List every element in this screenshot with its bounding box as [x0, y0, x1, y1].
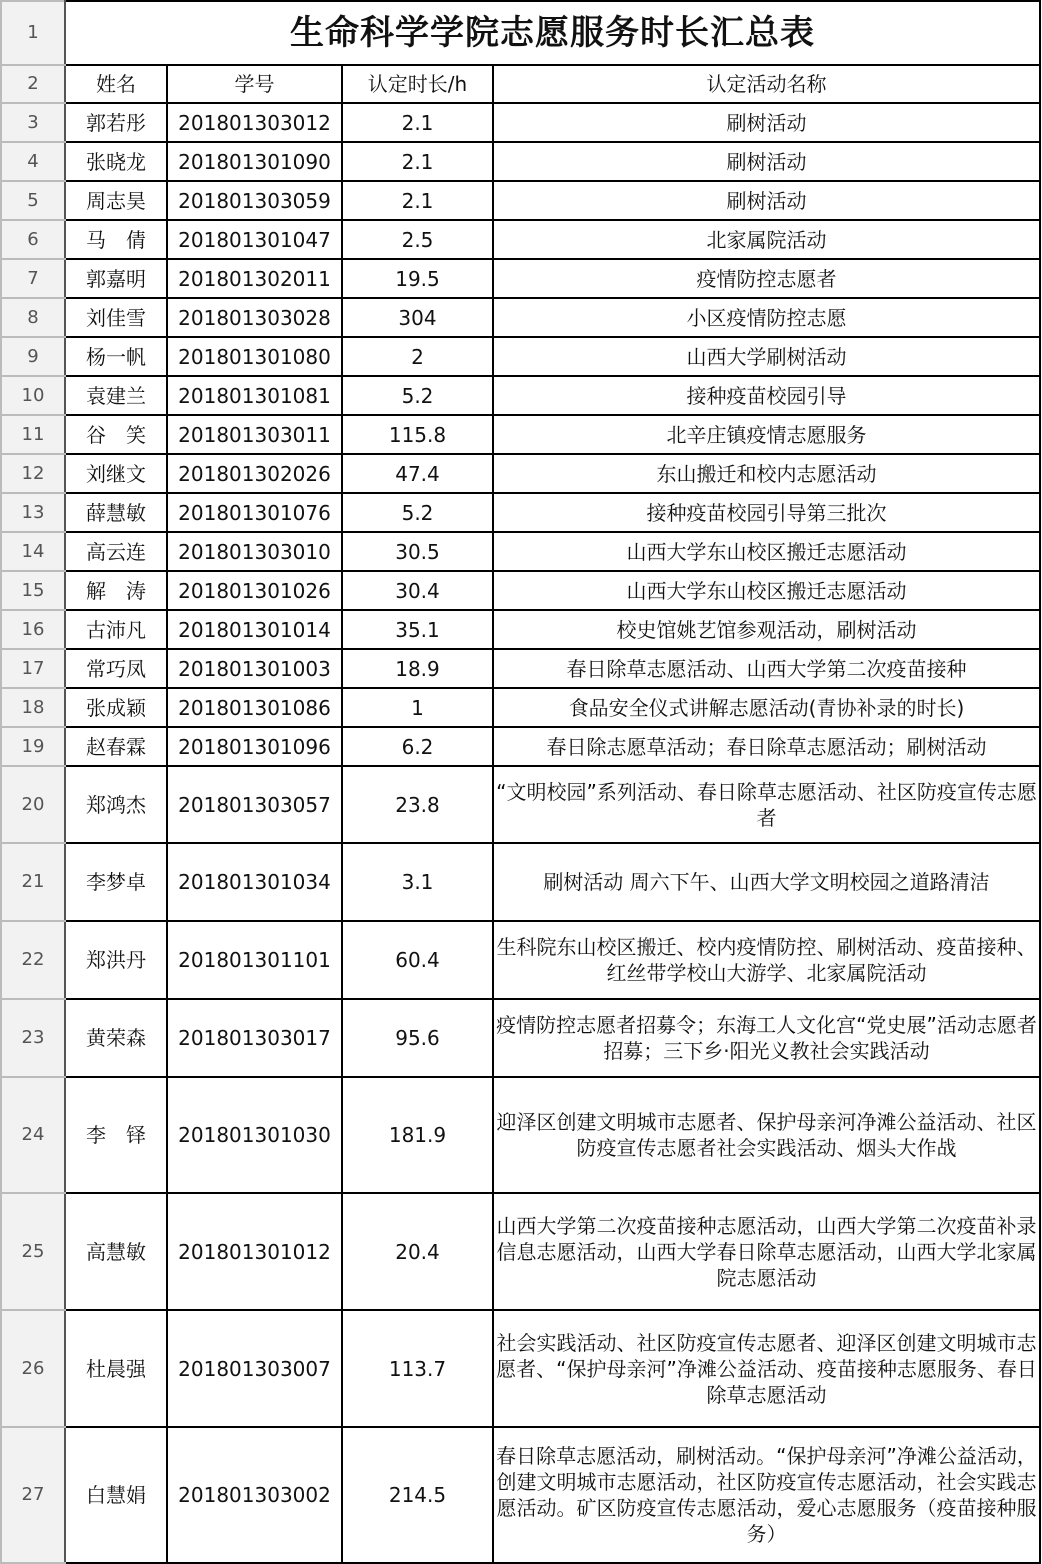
cell-hours[interactable]: 6.2 [342, 727, 493, 766]
row-number[interactable]: 13 [1, 493, 65, 532]
cell-activity[interactable]: 迎泽区创建文明城市志愿者、保护母亲河净滩公益活动、社区防疫宣传志愿者社会实践活动、烟头大作战 [493, 1077, 1040, 1193]
table-row [1, 181, 1040, 220]
cell-activity[interactable]: 刷树活动 [493, 142, 1040, 181]
row-number[interactable]: 24 [1, 1077, 65, 1193]
row-number[interactable]: 16 [1, 610, 65, 649]
cell-activity[interactable]: “文明校园”系列活动、春日除草志愿活动、社区防疫宣传志愿者 [493, 766, 1040, 843]
row-number[interactable]: 2 [1, 65, 65, 103]
table-row [1, 532, 1040, 571]
cell-name[interactable]: 周志昊 [65, 181, 167, 220]
row-number[interactable]: 11 [1, 415, 65, 454]
row-number[interactable]: 6 [1, 220, 65, 259]
table-row [1, 142, 1040, 181]
table-row [1, 376, 1040, 415]
row-number[interactable]: 27 [1, 1427, 65, 1563]
table-row [1, 1427, 1040, 1563]
row-number[interactable]: 25 [1, 1193, 65, 1310]
cell-student-id[interactable]: 201801303028 [167, 298, 342, 337]
cell-student-id[interactable]: 201801301047 [167, 220, 342, 259]
cell-name[interactable]: 白慧娟 [65, 1427, 167, 1563]
table-row [1, 610, 1040, 649]
cell-activity[interactable]: 食品安全仪式讲解志愿活动(青协补录的时长) [493, 688, 1040, 727]
table-row [1, 298, 1040, 337]
row-number[interactable]: 22 [1, 921, 65, 999]
table-row [1, 1193, 1040, 1310]
table-row [1, 766, 1040, 843]
table-row [1, 571, 1040, 610]
cell-name[interactable]: 袁建兰 [65, 376, 167, 415]
table-row [1, 1310, 1040, 1427]
cell-student-id[interactable]: 201801302026 [167, 454, 342, 493]
cell-hours[interactable]: 1 [342, 688, 493, 727]
cell-name[interactable]: 谷 笑 [65, 415, 167, 454]
cell-hours[interactable]: 3.1 [342, 843, 493, 921]
cell-student-id[interactable]: 201801301034 [167, 843, 342, 921]
table-row [1, 688, 1040, 727]
cell-name[interactable]: 李梦卓 [65, 843, 167, 921]
cell-hours[interactable]: 2.1 [342, 103, 493, 142]
cell-student-id[interactable]: 201801303012 [167, 103, 342, 142]
table-row [1, 259, 1040, 298]
cell-hours[interactable]: 2.5 [342, 220, 493, 259]
cell-student-id[interactable]: 201801301101 [167, 921, 342, 999]
cell-activity[interactable]: 小区疫情防控志愿 [493, 298, 1040, 337]
cell-activity[interactable]: 校史馆姚艺馆参观活动，刷树活动 [493, 610, 1040, 649]
row-number[interactable]: 21 [1, 843, 65, 921]
row-number[interactable]: 19 [1, 727, 65, 766]
row-number[interactable]: 4 [1, 142, 65, 181]
cell-hours[interactable]: 181.9 [342, 1077, 493, 1193]
table-row [1, 337, 1040, 376]
cell-hours[interactable]: 5.2 [342, 493, 493, 532]
cell-name[interactable]: 郑洪丹 [65, 921, 167, 999]
cell-activity[interactable]: 接种疫苗校园引导第三批次 [493, 493, 1040, 532]
cell-hours[interactable]: 5.2 [342, 376, 493, 415]
cell-activity[interactable]: 春日除志愿草活动；春日除草志愿活动；刷树活动 [493, 727, 1040, 766]
table-row [1, 454, 1040, 493]
cell-activity[interactable]: 刷树活动 [493, 103, 1040, 142]
row-number[interactable]: 5 [1, 181, 65, 220]
cell-name[interactable]: 高慧敏 [65, 1193, 167, 1310]
row-number[interactable]: 8 [1, 298, 65, 337]
cell-hours[interactable]: 20.4 [342, 1193, 493, 1310]
header-name[interactable]: 姓名 [65, 65, 167, 103]
cell-hours[interactable]: 30.4 [342, 571, 493, 610]
cell-activity[interactable]: 接种疫苗校园引导 [493, 376, 1040, 415]
cell-hours[interactable]: 2.1 [342, 181, 493, 220]
table-row [1, 843, 1040, 921]
cell-hours[interactable]: 60.4 [342, 921, 493, 999]
cell-student-id[interactable]: 201801302011 [167, 259, 342, 298]
cell-student-id[interactable]: 201801301030 [167, 1077, 342, 1193]
cell-activity[interactable]: 社会实践活动、社区防疫宣传志愿者、迎泽区创建文明城市志愿者、“保护母亲河”净滩公益活动、疫苗接种志愿服务、春日除草志愿活动 [493, 1310, 1040, 1427]
row-number[interactable]: 14 [1, 532, 65, 571]
cell-hours[interactable]: 47.4 [342, 454, 493, 493]
cell-activity[interactable]: 山西大学刷树活动 [493, 337, 1040, 376]
table-row [1, 1077, 1040, 1193]
cell-activity[interactable]: 生科院东山校区搬迁、校内疫情防控、刷树活动、疫苗接种、红丝带学校山大游学、北家属院活动 [493, 921, 1040, 999]
table-row [1, 649, 1040, 688]
cell-hours[interactable]: 19.5 [342, 259, 493, 298]
cell-activity[interactable]: 疫情防控志愿者招募令；东海工人文化宫“党史展”活动志愿者招募；三下乡·阳光义教社会实践活动 [493, 999, 1040, 1077]
cell-student-id[interactable]: 201801301096 [167, 727, 342, 766]
row-number[interactable]: 23 [1, 999, 65, 1077]
cell-hours[interactable]: 95.6 [342, 999, 493, 1077]
cell-hours[interactable]: 304 [342, 298, 493, 337]
cell-activity[interactable]: 山西大学东山校区搬迁志愿活动 [493, 571, 1040, 610]
cell-student-id[interactable]: 201801303017 [167, 999, 342, 1077]
cell-hours[interactable]: 2.1 [342, 142, 493, 181]
cell-activity[interactable]: 疫情防控志愿者 [493, 259, 1040, 298]
cell-activity[interactable]: 山西大学东山校区搬迁志愿活动 [493, 532, 1040, 571]
cell-hours[interactable]: 35.1 [342, 610, 493, 649]
cell-activity[interactable]: 北家属院活动 [493, 220, 1040, 259]
row-number[interactable]: 18 [1, 688, 65, 727]
row-number[interactable]: 1 [1, 1, 65, 65]
cell-activity[interactable]: 刷树活动 [493, 181, 1040, 220]
cell-student-id[interactable]: 201801301026 [167, 571, 342, 610]
cell-hours[interactable]: 30.5 [342, 532, 493, 571]
cell-name[interactable]: 高云连 [65, 532, 167, 571]
table-row [1, 921, 1040, 999]
cell-name[interactable]: 赵春霖 [65, 727, 167, 766]
cell-student-id[interactable]: 201801303059 [167, 181, 342, 220]
cell-student-id[interactable]: 201801303002 [167, 1427, 342, 1563]
cell-name[interactable]: 郑鸿杰 [65, 766, 167, 843]
cell-hours[interactable]: 113.7 [342, 1310, 493, 1427]
cell-activity[interactable]: 刷树活动 周六下午、山西大学文明校园之道路清洁 [493, 843, 1040, 921]
table-row [1, 727, 1040, 766]
cell-name[interactable]: 郭嘉明 [65, 259, 167, 298]
cell-activity[interactable]: 春日除草志愿活动、山西大学第二次疫苗接种 [493, 649, 1040, 688]
cell-name[interactable]: 薛慧敏 [65, 493, 167, 532]
header-row [1, 65, 1040, 103]
header-activity[interactable]: 认定活动名称 [493, 65, 1040, 103]
row-number[interactable]: 7 [1, 259, 65, 298]
cell-name[interactable]: 张晓龙 [65, 142, 167, 181]
cell-hours[interactable]: 115.8 [342, 415, 493, 454]
cell-activity[interactable]: 春日除草志愿活动，刷树活动。“保护母亲河”净滩公益活动，创建文明城市志愿活动，社区防疫宣传志愿活动，社会实践志愿活动。矿区防疫宣传志愿活动，爱心志愿服务（疫苗接种服务） [493, 1427, 1040, 1563]
cell-student-id[interactable]: 201801301003 [167, 649, 342, 688]
header-student-id[interactable]: 学号 [167, 65, 342, 103]
cell-name[interactable]: 常巧凤 [65, 649, 167, 688]
cell-activity[interactable]: 北辛庄镇疫情志愿服务 [493, 415, 1040, 454]
cell-student-id[interactable]: 201801301081 [167, 376, 342, 415]
cell-student-id[interactable]: 201801303011 [167, 415, 342, 454]
cell-activity[interactable]: 东山搬迁和校内志愿活动 [493, 454, 1040, 493]
cell-student-id[interactable]: 201801303057 [167, 766, 342, 843]
cell-name[interactable]: 杜晨强 [65, 1310, 167, 1427]
cell-student-id[interactable]: 201801301012 [167, 1193, 342, 1310]
cell-name[interactable]: 刘佳雪 [65, 298, 167, 337]
row-number[interactable]: 12 [1, 454, 65, 493]
header-hours[interactable]: 认定时长/h [342, 65, 493, 103]
cell-name[interactable]: 郭若彤 [65, 103, 167, 142]
row-number[interactable]: 10 [1, 376, 65, 415]
table-row [1, 493, 1040, 532]
cell-hours[interactable]: 214.5 [342, 1427, 493, 1563]
row-number[interactable]: 3 [1, 103, 65, 142]
row-number[interactable]: 20 [1, 766, 65, 843]
sheet-title[interactable]: 生命科学学院志愿服务时长汇总表 [65, 1, 1040, 65]
cell-name[interactable]: 解 涛 [65, 571, 167, 610]
cell-student-id[interactable]: 201801303007 [167, 1310, 342, 1427]
cell-student-id[interactable]: 201801301090 [167, 142, 342, 181]
table-row [1, 103, 1040, 142]
cell-name[interactable]: 黄荣森 [65, 999, 167, 1077]
cell-hours[interactable]: 2 [342, 337, 493, 376]
cell-name[interactable]: 杨一帆 [65, 337, 167, 376]
row-number[interactable]: 17 [1, 649, 65, 688]
cell-hours[interactable]: 23.8 [342, 766, 493, 843]
cell-activity[interactable]: 山西大学第二次疫苗接种志愿活动，山西大学第二次疫苗补录信息志愿活动，山西大学春日除草志愿活动，山西大学北家属院志愿活动 [493, 1193, 1040, 1310]
table-row [1, 415, 1040, 454]
cell-student-id[interactable]: 201801301076 [167, 493, 342, 532]
cell-name[interactable]: 古沛凡 [65, 610, 167, 649]
row-number[interactable]: 9 [1, 337, 65, 376]
cell-student-id[interactable]: 201801301086 [167, 688, 342, 727]
title-row [1, 1, 1040, 65]
cell-name[interactable]: 刘继文 [65, 454, 167, 493]
row-number[interactable]: 15 [1, 571, 65, 610]
cell-student-id[interactable]: 201801301014 [167, 610, 342, 649]
cell-student-id[interactable]: 201801301080 [167, 337, 342, 376]
row-number[interactable]: 26 [1, 1310, 65, 1427]
cell-name[interactable]: 张成颖 [65, 688, 167, 727]
cell-hours[interactable]: 18.9 [342, 649, 493, 688]
cell-name[interactable]: 马 倩 [65, 220, 167, 259]
table-row [1, 220, 1040, 259]
cell-name[interactable]: 李 铎 [65, 1077, 167, 1193]
cell-student-id[interactable]: 201801303010 [167, 532, 342, 571]
table-row [1, 999, 1040, 1077]
